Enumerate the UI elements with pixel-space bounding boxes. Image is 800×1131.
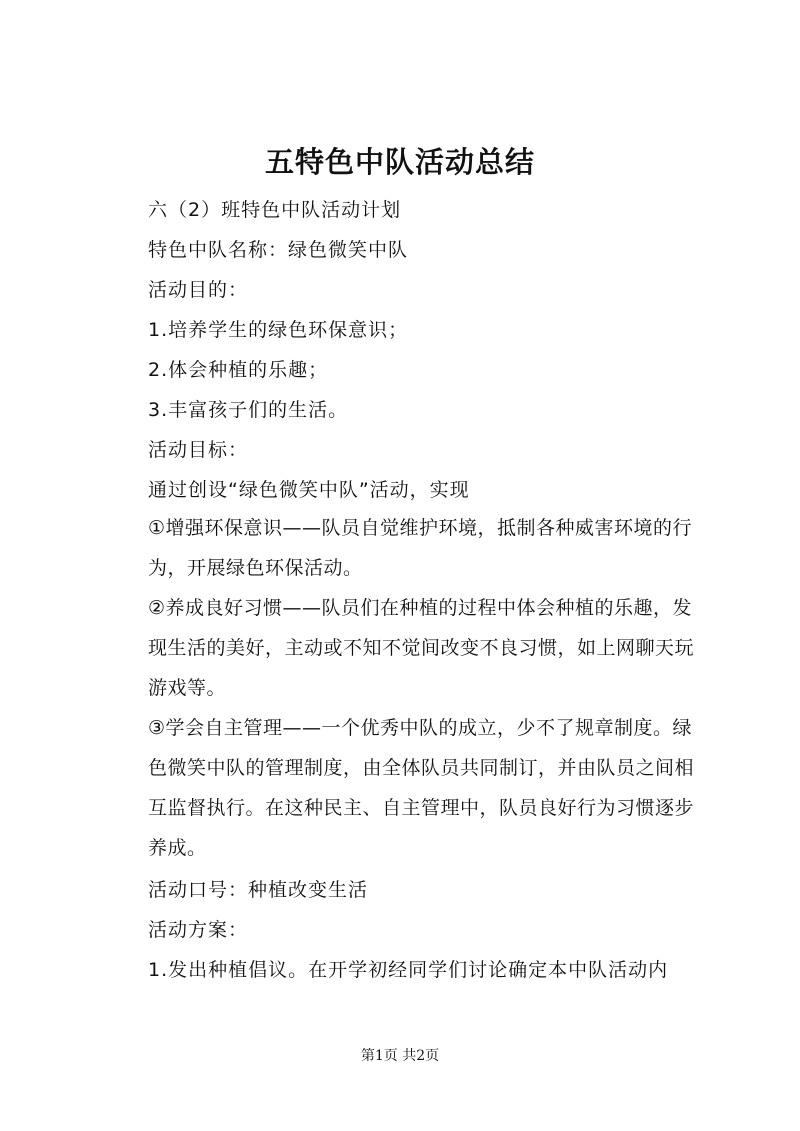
purpose-item-2: 2.体会种植的乐趣； [148, 359, 329, 381]
document-title: 五特色中队活动总结 [264, 145, 535, 179]
goal-paragraph-1 [108, 508, 708, 588]
goal-paragraph-2 [108, 588, 708, 708]
goal-paragraph-3-text: ③学会自主管理——一个优秀中队的成立，少不了规章制度。绿色微笑中队的管理制度，由全体队员共同制订，并由队员之间相互监督执行。在这种民主、自主管理中，队员良好行为习惯逐步养成。 [148, 717, 695, 859]
purpose-heading: 活动目的： [148, 279, 249, 301]
page-footer: 第1页 共2页 [360, 1048, 440, 1064]
slogan-line: 活动口号：种植改变生活 [148, 879, 369, 901]
goal-paragraph-2-text: ②养成良好习惯——队员们在种植的过程中体会种植的乐趣，发现生活的美好，主动或不知不觉间改变不良习惯，如上网聊天玩游戏等。 [148, 597, 695, 699]
goal-heading: 活动目标： [148, 439, 249, 461]
plan-item-1: 1.发出种植倡议。在开学初经同学们讨论确定本中队活动内 [148, 959, 669, 981]
goal-paragraph-3 [108, 708, 708, 868]
goal-paragraph-1-text: ①增强环保意识——队员自觉维护环境，抵制各种威害环境的行为，开展绿色环保活动。 [148, 517, 693, 579]
plan-heading-2: 活动方案： [148, 919, 249, 941]
squad-name-line: 特色中队名称：绿色微笑中队 [148, 239, 409, 261]
goal-intro-line: 通过创设“绿色微笑中队”活动，实现 [148, 479, 470, 501]
purpose-item-1: 1.培养学生的绿色环保意识； [148, 319, 409, 341]
purpose-item-3: 3.丰富孩子们的生活。 [148, 399, 349, 421]
plan-heading: 六（2）班特色中队活动计划 [148, 199, 402, 221]
